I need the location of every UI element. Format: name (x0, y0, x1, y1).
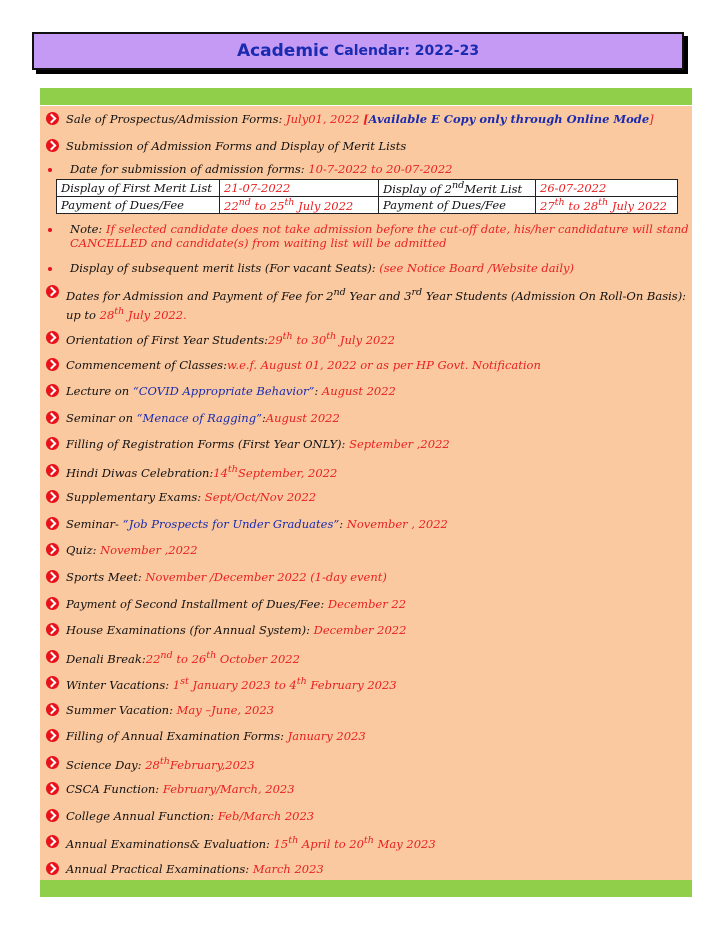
table-cell: 27th to 28th July 2022 (536, 197, 678, 214)
prospectus-note-open: [ (363, 112, 369, 126)
prospectus-note-close: ] (649, 112, 654, 126)
note-text: If selected candidate does not take admission before the cut-off date, his/her candidature will stand CANCELLED and candidate(s) from waiting list will be admitted (70, 222, 689, 250)
calendar-item: Lecture on “COVID Appropriate Behavior”: August 2022 (40, 382, 692, 398)
subsequent-label: Display of subsequent merit lists (For vacant Seats): (70, 261, 376, 275)
arrow-bullet-icon (46, 650, 59, 663)
arrow-bullet-icon (46, 285, 59, 298)
calendar-item-label: Lecture on (66, 384, 133, 399)
calendar-item: Annual Examinations& Evaluation: 15th April to 20th May 2023 (40, 833, 692, 849)
arrow-bullet-icon (46, 543, 59, 556)
calendar-item-label: Payment of Second Installment of Dues/Fee: (66, 596, 325, 611)
calendar-item-label: Filling of Annual Examination Forms: (66, 729, 284, 744)
calendar-item-label: House Examinations (for Annual System): (66, 623, 310, 638)
arrow-bullet-icon (46, 623, 59, 636)
calendar-item: Payment of Second Installment of Dues/Fee: December 22 (40, 595, 692, 611)
submission-label: Submission of Admission Forms and Display of Merit Lists (66, 139, 407, 153)
arrow-bullet-icon (46, 809, 59, 822)
submission-row (40, 137, 692, 153)
calendar-title (32, 32, 684, 70)
calendar-item: CSCA Function: February/March, 2023 (40, 780, 692, 796)
calendar-item-label: Annual Practical Examinations: (66, 862, 250, 876)
arrow-bullet-icon (46, 703, 59, 716)
calendar-item: Denali Break:22nd to 26th October 2022 (40, 648, 692, 664)
calendar-item-label: Seminar- (66, 516, 123, 531)
note-label: Note: (70, 222, 103, 236)
note-row (40, 220, 692, 252)
arrow-bullet-icon (46, 729, 59, 742)
calendar-item: Quiz: November ,2022 (40, 541, 692, 557)
calendar-item-label: Winter Vacations: (66, 677, 170, 692)
prospectus-date: July01, 2022 (286, 112, 360, 126)
prospectus-row (40, 110, 692, 126)
arrow-bullet-icon (46, 517, 59, 530)
table-row (57, 197, 678, 214)
calendar-item-label: Commencement of Classes: (66, 357, 227, 372)
calendar-item: College Annual Function: Feb/March 2023 (40, 807, 692, 823)
calendar-item-label: Filling of Registration Forms (First Year ONLY): (66, 437, 346, 452)
calendar-item-label: Quiz: (66, 543, 97, 558)
calendar-item-label: Seminar on (66, 410, 137, 425)
calendar-item: Filling of Registration Forms (First Year ONLY): September ,2022 (40, 435, 692, 451)
calendar-item-label: CSCA Function: (66, 782, 160, 797)
calendar-item: Sports Meet: November /December 2022 (1-day event) (40, 568, 692, 584)
merit-table (56, 179, 678, 214)
bottom-green-band (40, 880, 692, 897)
arrow-bullet-icon (46, 384, 59, 397)
submission-date-row (40, 161, 692, 177)
top-green-band (40, 88, 692, 105)
arrow-bullet-icon (46, 437, 59, 450)
table-cell: 21-07-2022 (220, 180, 379, 197)
arrow-bullet-icon (46, 358, 59, 371)
calendar-item-label: Hindi Diwas Celebration: (66, 465, 214, 480)
arrow-bullet-icon (46, 782, 59, 795)
table-cell: Display of 2ndMerit List (379, 180, 536, 197)
calendar-item-label: Science Day: (66, 757, 142, 772)
calendar-item-label: Orientation of First Year Students: (66, 332, 269, 347)
arrow-bullet-icon (46, 112, 59, 125)
subsequent-value: (see Notice Board /Website daily) (379, 261, 574, 275)
calendar-item-label: Annual Examinations& Evaluation: (66, 837, 270, 852)
subsequent-row (40, 259, 692, 275)
calendar-item: Annual Practical Examinations: March 2023 (40, 860, 692, 876)
arrow-bullet-icon (46, 835, 59, 848)
arrow-bullet-icon (46, 411, 59, 424)
arrow-bullet-icon (46, 756, 59, 769)
title-main: Academic (236, 41, 329, 61)
arrow-bullet-icon (46, 490, 59, 503)
calendar-item: Supplementary Exams: Sept/Oct/Nov 2022 (40, 488, 692, 504)
calendar-item: Summer Vacation: May –June, 2023 (40, 701, 692, 717)
calendar-item-label: Sports Meet: (66, 569, 142, 584)
arrow-bullet-icon (46, 139, 59, 152)
calendar-item: House Examinations (for Annual System): December 2022 (40, 621, 692, 637)
calendar-item: Winter Vacations: 1st January 2023 to 4th February 2023 (40, 674, 692, 690)
prospectus-label: Sale of Prospectus/Admission Forms: (66, 112, 283, 126)
second-year-row: Dates for Admission and Payment of Fee for 2nd Year and 3rd Year Students (Admission On Roll-On Basis): up to 28th July 2022. (40, 283, 692, 317)
calendar-item: Filling of Annual Examination Forms: January 2023 (40, 727, 692, 743)
arrow-bullet-icon (46, 464, 59, 477)
calendar-item-label: College Annual Function: (66, 808, 215, 823)
calendar-item-label: Denali Break: (66, 651, 146, 666)
title-sub: Calendar: 2022-23 (333, 43, 480, 59)
arrow-bullet-icon (46, 570, 59, 583)
calendar-item: Science Day: 28thFebruary,2023 (40, 754, 692, 770)
table-cell: Payment of Dues/Fee (379, 197, 536, 214)
second-year-text: Dates for Admission and Payment of Fee for 2 (66, 288, 334, 303)
dot-bullet-icon (48, 267, 52, 271)
calendar-item: Seminar on “Menace of Ragging”:August 2022 (40, 409, 692, 425)
table-cell: Payment of Dues/Fee (57, 197, 220, 214)
prospectus-note: Available E Copy only through Online Mode (368, 112, 650, 126)
table-cell: 26-07-2022 (536, 180, 678, 197)
calendar-item: Orientation of First Year Students:29th to 30th July 2022 (40, 329, 692, 345)
dot-bullet-icon (48, 168, 52, 172)
arrow-bullet-icon (46, 331, 59, 344)
calendar-item-label: Summer Vacation: (66, 702, 173, 717)
submission-date-label: Date for submission of admission forms: (70, 162, 305, 176)
calendar-item-label: Supplementary Exams: (66, 490, 202, 505)
arrow-bullet-icon (46, 862, 59, 875)
arrow-bullet-icon (46, 676, 59, 689)
calendar-content (40, 106, 692, 880)
table-cell: Display of First Merit List (57, 180, 220, 197)
table-cell: 22nd to 25th July 2022 (220, 197, 379, 214)
submission-date-value: 10-7-2022 to 20-07-2022 (308, 162, 453, 176)
calendar-item: Hindi Diwas Celebration:14thSeptember, 2022 (40, 462, 692, 478)
calendar-item: Seminar- “Job Prospects for Under Graduates”: November , 2022 (40, 515, 692, 531)
arrow-bullet-icon (46, 597, 59, 610)
calendar-item: Commencement of Classes:w.e.f. August 01, 2022 or as per HP Govt. Notification (40, 356, 692, 372)
dot-bullet-icon (48, 228, 52, 232)
table-row (57, 180, 678, 197)
